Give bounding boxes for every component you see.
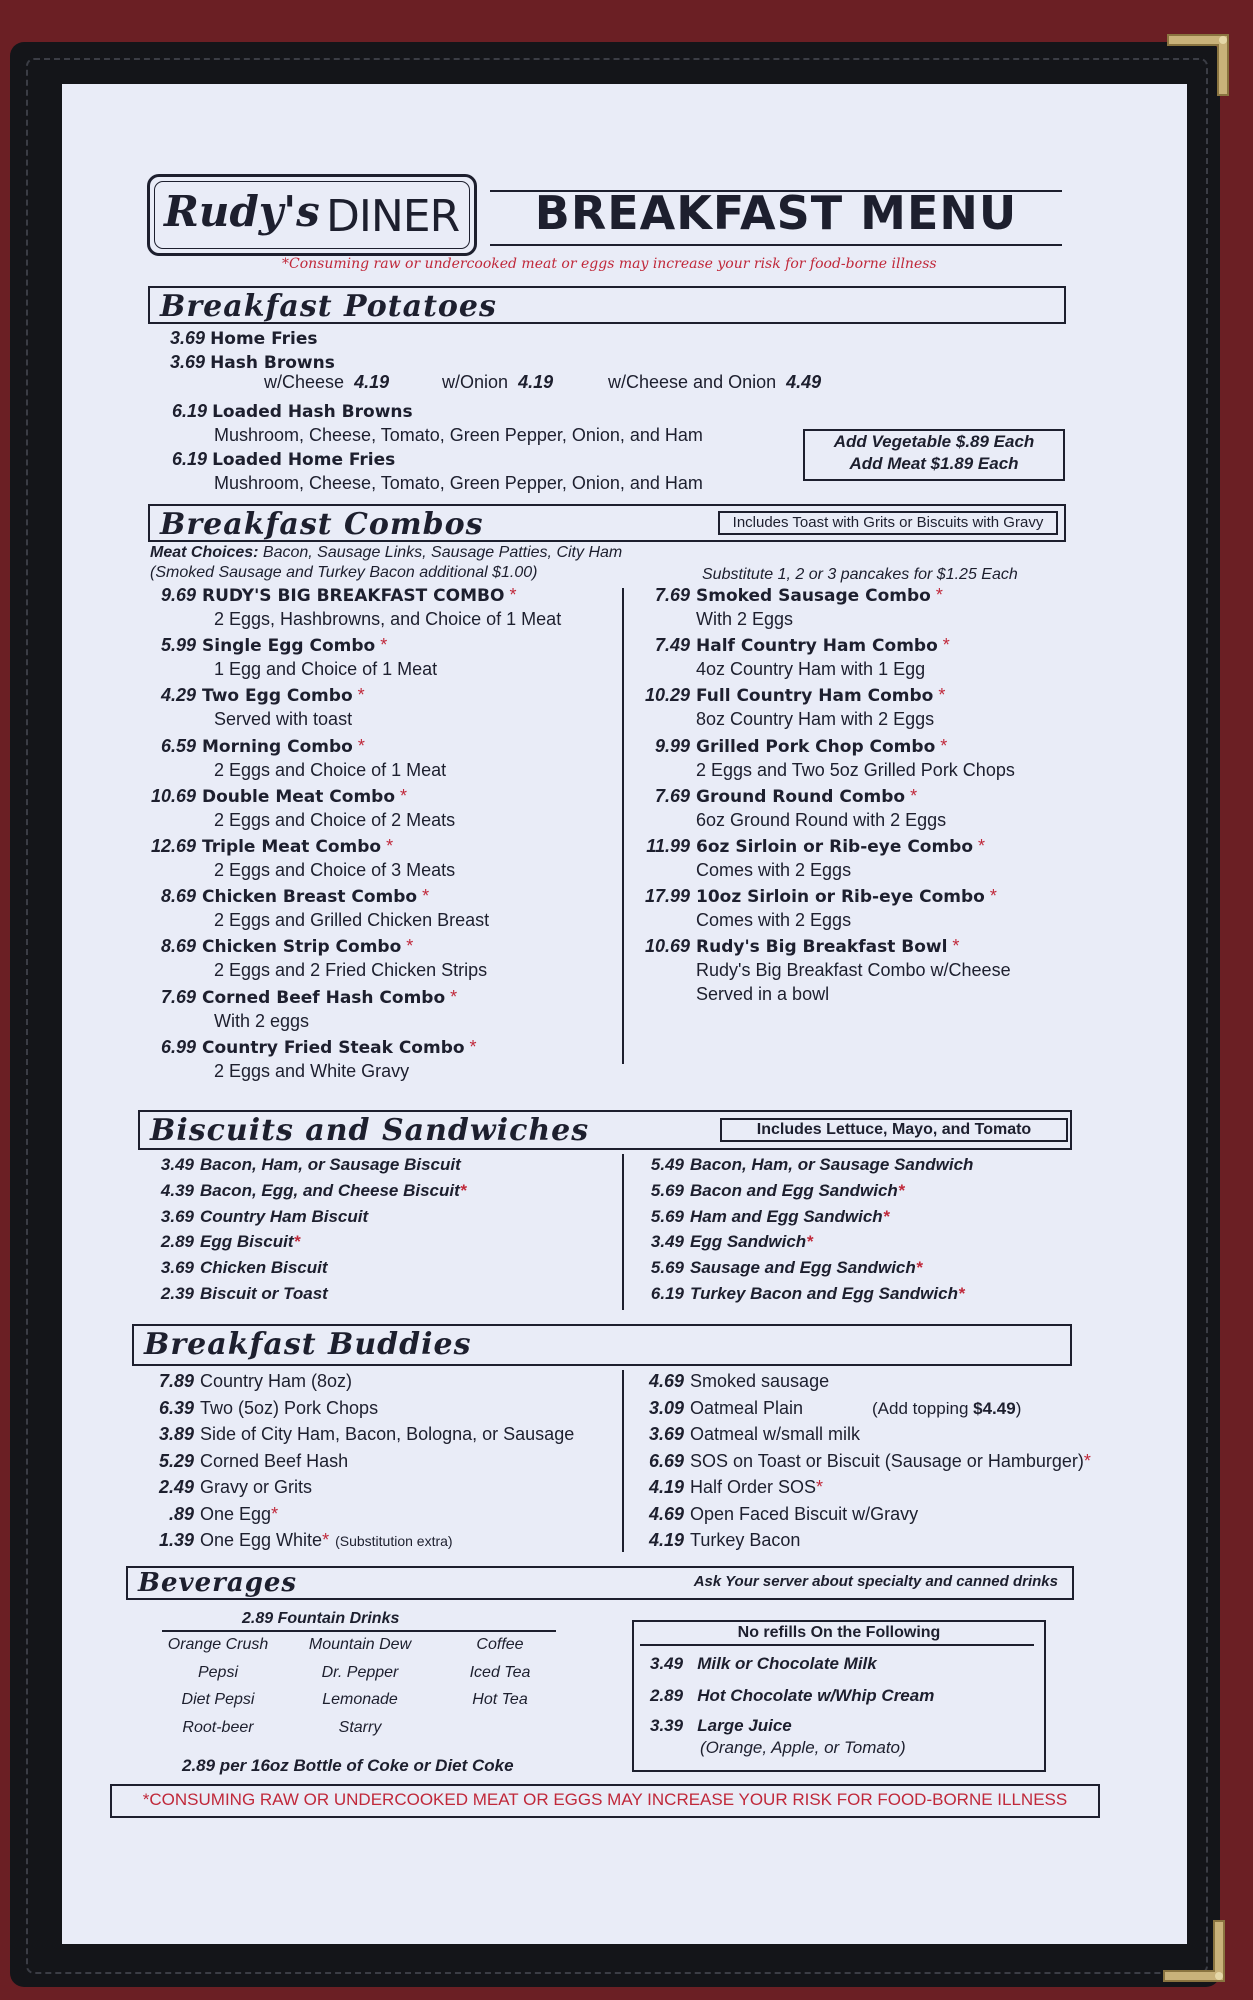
item-price: 3.49 — [160, 1155, 194, 1174]
item-name: Side of City Ham, Bacon, Bologna, or Sausage — [200, 1424, 575, 1444]
item-star: * — [293, 1232, 301, 1252]
item-name: Sausage and Egg Sandwich — [690, 1258, 916, 1278]
item-description: 4oz Country Ham with 1 Egg — [696, 659, 926, 680]
diner-logo — [147, 174, 477, 256]
no-refill-subtext: (Orange, Apple, or Tomato) — [700, 1738, 906, 1757]
item-name: Country Ham Biscuit — [200, 1206, 369, 1226]
item-name: Full Country Ham Combo — [696, 686, 934, 707]
combo-item — [138, 634, 387, 657]
item-star: * — [882, 1206, 890, 1226]
section-title: Breakfast Buddies — [144, 1327, 472, 1362]
item-star: * — [352, 735, 365, 756]
fountain-drink: Orange Crush — [167, 1636, 269, 1653]
item-price: 9.99 — [654, 735, 690, 756]
option-cheese: w/Cheese 4.19 — [264, 372, 390, 392]
item-price: 3.69 — [160, 1258, 194, 1278]
item-star: * — [395, 785, 408, 806]
section-title: Biscuits and Sandwiches — [150, 1113, 590, 1148]
item-name: Egg Sandwich — [690, 1232, 807, 1252]
item-name: Rudy's Big Breakfast Bowl — [696, 937, 948, 958]
item-price: 4.29 — [160, 685, 196, 706]
list-item — [638, 1257, 922, 1279]
item-price: 17.99 — [644, 886, 690, 907]
list-item — [638, 1283, 965, 1305]
item-name: Bacon and Egg Sandwich — [690, 1180, 898, 1200]
item-price: 6.19 — [650, 1284, 684, 1303]
combo-item — [632, 684, 945, 707]
item-name: Ham and Egg Sandwich — [690, 1206, 883, 1226]
item-name: Biscuit or Toast — [200, 1284, 328, 1303]
combo-item — [138, 986, 457, 1009]
item-star: * — [957, 1284, 965, 1303]
column-divider — [622, 1370, 624, 1552]
item-star: * — [417, 886, 430, 907]
item-name: Smoked Sausage Combo — [696, 586, 931, 606]
list-item — [148, 1180, 466, 1202]
list-item — [638, 1450, 1091, 1472]
item-price: 4.39 — [160, 1180, 194, 1200]
list-item — [148, 1450, 348, 1472]
item-star: * — [322, 1530, 330, 1550]
item-name: Bacon, Ham, or Sausage Sandwich — [690, 1155, 974, 1174]
item-price: 7.69 — [160, 986, 196, 1007]
item-description: 2 Eggs, Hashbrowns, and Choice of 1 Meat — [214, 609, 562, 629]
item-star: * — [464, 1036, 477, 1057]
item-name: Smoked sausage — [690, 1371, 830, 1391]
item-name: Bacon, Egg, and Cheese Biscuit — [200, 1180, 460, 1200]
list-item — [148, 1423, 574, 1445]
item-name: Egg Biscuit — [200, 1232, 294, 1252]
list-item — [148, 1529, 453, 1552]
list-item — [148, 1397, 378, 1419]
item-name: Grilled Pork Chop Combo — [696, 736, 936, 757]
page-title: BREAKFAST MENU — [534, 186, 1018, 240]
item-description: 2 Eggs and White Gravy — [214, 1060, 410, 1081]
item-name: Half Country Ham Combo — [696, 636, 938, 657]
item-description: 2 Eggs and Choice of 1 Meat — [214, 759, 447, 780]
fountain-rule — [162, 1630, 556, 1632]
logo-script-text: Rudy's — [164, 187, 320, 236]
item-name: RUDY'S BIG BREAKFAST COMBO — [202, 586, 505, 606]
item-star: * — [937, 635, 950, 656]
item-price: 3.09 — [648, 1397, 684, 1418]
combo-item — [138, 735, 365, 758]
item-star: * — [935, 735, 948, 756]
meat-choices-extra: (Smoked Sausage and Turkey Bacon additional $1.00) — [150, 564, 538, 581]
item-description: Mushroom, Cheese, Tomato, Green Pepper, Onion, and Ham — [214, 473, 703, 493]
fountain-drink: Mountain Dew — [308, 1636, 412, 1653]
list-item — [638, 1370, 829, 1392]
fountain-drink: Diet Pepsi — [181, 1691, 255, 1708]
item-name: Turkey Bacon and Egg Sandwich — [690, 1284, 958, 1303]
fountain-drink: Starry — [338, 1718, 382, 1736]
fountain-drink: Hot Tea — [472, 1691, 528, 1708]
item-star: * — [905, 785, 918, 806]
bottle-price: 2.89 per 16oz Bottle of Coke or Diet Coke — [182, 1756, 514, 1775]
item-price: 5.69 — [650, 1206, 684, 1226]
item-name: Oatmeal Plain — [690, 1397, 804, 1418]
item-star: * — [806, 1232, 813, 1252]
item-description: 2 Eggs and Grilled Chicken Breast — [214, 910, 490, 931]
column-divider — [622, 588, 624, 1064]
oatmeal-topping: (Add topping $4.49) — [872, 1399, 1022, 1418]
item-star: * — [897, 1180, 905, 1200]
item-description: Served in a bowl — [696, 984, 830, 1005]
combo-item — [632, 735, 947, 758]
item-name: SOS on Toast or Biscuit (Sausage or Hamburger) — [690, 1450, 1084, 1471]
item-price: 10.69 — [150, 785, 196, 806]
item-name: Chicken Breast Combo — [202, 887, 418, 908]
item-price: 3.89 — [158, 1424, 194, 1444]
item-price: 2.89 — [160, 1232, 194, 1252]
item-star: * — [381, 836, 394, 856]
no-refill-box — [632, 1620, 1046, 1772]
item-price: 6.69 — [648, 1450, 684, 1471]
item-name: One Egg — [200, 1503, 272, 1524]
item-price: 9.69 — [160, 585, 196, 605]
item-price: 8.69 — [160, 886, 196, 907]
item-description: Comes with 2 Eggs — [696, 860, 852, 880]
item-price: 3.49 — [650, 1232, 684, 1252]
item-price: 11.99 — [646, 836, 690, 856]
item-description: Served with toast — [214, 709, 353, 730]
fountain-drink: Coffee — [476, 1636, 524, 1653]
item-price: 4.69 — [648, 1503, 684, 1524]
section-header-potatoes — [148, 286, 1066, 324]
combo-item — [632, 584, 943, 607]
list-item — [638, 1154, 973, 1176]
menu-item: 3.69 Home Fries — [170, 328, 318, 349]
list-item — [148, 1503, 278, 1525]
list-item — [638, 1503, 918, 1525]
list-item — [638, 1529, 800, 1551]
item-price: 10.69 — [644, 936, 690, 957]
list-item — [638, 1423, 860, 1445]
fountain-drink: Root-beer — [182, 1718, 254, 1736]
item-star: * — [933, 685, 946, 706]
item-price: 5.29 — [158, 1450, 194, 1471]
fountain-drink: Pepsi — [197, 1663, 239, 1681]
item-name: Morning Combo — [202, 736, 353, 757]
item-description: Comes with 2 Eggs — [696, 910, 852, 931]
item-price: 6.39 — [158, 1397, 194, 1418]
item-description: Mushroom, Cheese, Tomato, Green Pepper, Onion, and Ham — [214, 425, 703, 445]
combo-item — [138, 684, 365, 707]
item-name: Bacon, Ham, or Sausage Biscuit — [200, 1155, 461, 1174]
item-name: Two (5oz) Pork Chops — [200, 1397, 379, 1418]
item-star: * — [459, 1180, 467, 1200]
item-star: * — [504, 585, 517, 605]
addon-box — [803, 429, 1065, 481]
list-item — [148, 1370, 352, 1392]
item-description: Rudy's Big Breakfast Combo w/Cheese — [696, 960, 1011, 981]
item-star: * — [930, 585, 943, 605]
list-item — [148, 1476, 312, 1498]
no-refill-item: 3.39 Large Juice — [650, 1716, 792, 1735]
combo-item — [138, 885, 429, 908]
fountain-drink: Iced Tea — [469, 1663, 531, 1681]
section-header-beverages — [126, 1566, 1074, 1600]
section-title: Breakfast Combos — [160, 507, 484, 542]
list-item — [638, 1476, 823, 1498]
combos-note: Includes Toast with Grits or Biscuits with Gravy — [718, 511, 1058, 535]
no-refill-item: 2.89 Hot Chocolate w/Whip Cream — [650, 1686, 935, 1705]
item-name: Double Meat Combo — [202, 786, 396, 807]
item-price: 4.69 — [648, 1371, 684, 1391]
combo-item — [138, 785, 407, 808]
list-item — [148, 1154, 461, 1176]
list-item — [638, 1206, 889, 1228]
combo-item — [632, 935, 959, 958]
combo-item — [632, 634, 950, 657]
item-description: 8oz Country Ham with 2 Eggs — [696, 709, 935, 730]
item-price: 6.99 — [160, 1036, 196, 1057]
item-price: 5.69 — [650, 1258, 684, 1278]
section-header-buddies — [132, 1324, 1072, 1366]
addon-meat: Add Meat $1.89 Each — [849, 454, 1019, 473]
item-description: With 2 Eggs — [696, 609, 794, 629]
combo-item — [138, 935, 413, 958]
item-price: 7.69 — [654, 585, 690, 605]
item-star: * — [1083, 1450, 1091, 1471]
fountain-drink: Lemonade — [322, 1691, 398, 1708]
item-price: 12.69 — [150, 836, 196, 856]
list-item — [638, 1231, 813, 1253]
item-star: * — [352, 685, 365, 706]
item-price: 5.69 — [650, 1180, 684, 1200]
logo-diner-text: DINER — [326, 191, 460, 242]
item-star: * — [401, 936, 414, 957]
pancake-substitute: Substitute 1, 2 or 3 pancakes for $1.25 Each — [702, 566, 1018, 583]
list-item — [148, 1283, 328, 1305]
item-price: 1.39 — [158, 1530, 194, 1550]
item-description: 2 Eggs and Choice of 3 Meats — [214, 860, 456, 880]
fountain-drink: Dr. Pepper — [321, 1663, 399, 1681]
item-name: Triple Meat Combo — [202, 837, 382, 857]
menu-page — [62, 84, 1187, 1944]
item-name: Oatmeal w/small milk — [690, 1424, 861, 1444]
item-star: * — [915, 1258, 923, 1278]
item-price: 4.19 — [648, 1530, 684, 1550]
menu-item: 3.69 Hash Browns — [170, 352, 335, 373]
item-description: 2 Eggs and Two 5oz Grilled Pork Chops — [696, 759, 1015, 780]
item-description: 1 Egg and Choice of 1 Meat — [214, 659, 438, 680]
item-name: Chicken Biscuit — [200, 1258, 328, 1278]
item-star: * — [445, 986, 458, 1007]
item-name: Open Faced Biscuit w/Gravy — [690, 1503, 919, 1524]
item-star: * — [375, 635, 388, 656]
item-price: 7.89 — [158, 1371, 194, 1391]
item-name: Ground Round Combo — [696, 786, 906, 807]
item-price: 2.39 — [160, 1284, 194, 1303]
item-name: 6oz Sirloin or Rib-eye Combo — [696, 837, 974, 857]
item-name: Country Ham (8oz) — [200, 1371, 353, 1391]
combo-item — [138, 584, 516, 607]
item-price: 7.49 — [654, 635, 690, 656]
item-price: 3.69 — [648, 1424, 684, 1444]
fountain-title: 2.89 Fountain Drinks — [242, 1610, 400, 1627]
item-name: Half Order SOS — [690, 1477, 817, 1497]
food-warning-top: *Consuming raw or undercooked meat or eggs may increase your risk for food-borne illness — [282, 256, 937, 272]
section-title: Breakfast Potatoes — [160, 289, 497, 324]
item-price: 5.49 — [650, 1155, 684, 1174]
item-name: Two Egg Combo — [202, 686, 353, 707]
item-star: * — [947, 936, 960, 957]
item-name: Chicken Strip Combo — [202, 937, 402, 958]
item-star: * — [271, 1503, 279, 1524]
item-price: 3.69 — [160, 1206, 194, 1226]
menu-item: 6.19 Loaded Hash Browns — [172, 401, 413, 422]
item-name: Single Egg Combo — [202, 636, 376, 657]
combo-item — [138, 1036, 477, 1059]
list-item — [148, 1206, 368, 1228]
beverages-note: Ask Your server about specialty and canned drinks — [693, 1573, 1058, 1590]
item-star: * — [816, 1477, 824, 1497]
item-price: 5.99 — [160, 635, 196, 656]
item-description: 2 Eggs and 2 Fried Chicken Strips — [214, 960, 488, 981]
item-price: 2.49 — [158, 1477, 194, 1497]
item-price: 10.29 — [644, 685, 690, 706]
list-item — [148, 1257, 328, 1279]
item-note: (Substitution extra) — [335, 1533, 453, 1549]
item-price: 7.69 — [654, 785, 690, 806]
item-name: Turkey Bacon — [690, 1530, 801, 1550]
item-price: 8.69 — [160, 936, 196, 957]
no-refill-item: 3.49 Milk or Chocolate Milk — [650, 1654, 877, 1673]
list-item — [638, 1180, 904, 1202]
item-price: 4.19 — [648, 1477, 684, 1497]
item-price: .89 — [168, 1503, 194, 1524]
item-description: 2 Eggs and Choice of 2 Meats — [214, 809, 456, 830]
item-star: * — [973, 836, 986, 856]
item-name: Gravy or Grits — [200, 1477, 313, 1497]
item-star: * — [984, 886, 997, 907]
combo-item — [632, 835, 985, 858]
option-cheese-onion: w/Cheese and Onion 4.49 — [608, 372, 822, 392]
item-description: 6oz Ground Round with 2 Eggs — [696, 809, 947, 830]
biscuits-note: Includes Lettuce, Mayo, and Tomato — [720, 1118, 1068, 1142]
combo-item — [138, 835, 393, 858]
no-refill-title: No refills On the Following — [737, 1624, 941, 1641]
addon-vegetable: Add Vegetable $.89 Each — [833, 432, 1035, 451]
item-name: 10oz Sirloin or Rib-eye Combo — [696, 887, 985, 908]
food-warning-bottom: *CONSUMING RAW OR UNDERCOOKED MEAT OR EGGS MAY INCREASE YOUR RISK FOR FOOD-BORNE ILLNESS — [110, 1784, 1100, 1818]
option-onion: w/Onion 4.19 — [442, 372, 554, 392]
list-item — [148, 1231, 300, 1253]
list-item — [638, 1397, 803, 1419]
no-refill-rule — [640, 1644, 1034, 1646]
item-name: Corned Beef Hash Combo — [202, 987, 446, 1008]
item-price: 6.59 — [160, 735, 196, 756]
item-description: With 2 eggs — [214, 1010, 310, 1031]
combo-item — [632, 785, 917, 808]
menu-item: 6.19 Loaded Home Fries — [172, 449, 396, 470]
section-title: Beverages — [138, 1568, 298, 1598]
item-name: One Egg White — [200, 1530, 323, 1550]
item-name: Corned Beef Hash — [200, 1450, 349, 1471]
combo-item — [632, 885, 997, 908]
item-name: Country Fried Steak Combo — [202, 1037, 465, 1058]
meat-choices: Meat Choices: Bacon, Sausage Links, Sausage Patties, City Ham — [150, 544, 623, 561]
column-divider — [622, 1154, 624, 1310]
title-rule — [490, 244, 1062, 246]
